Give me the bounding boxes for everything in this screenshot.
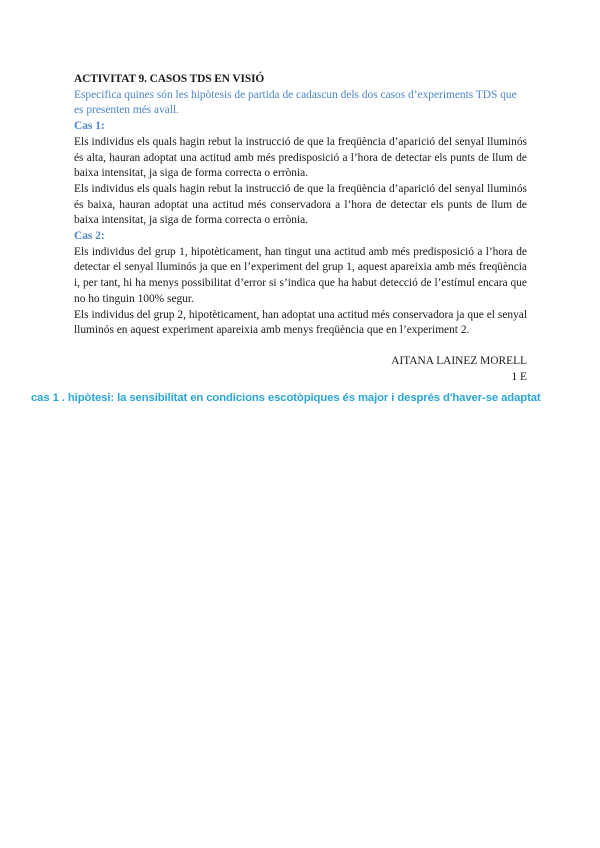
case-1-paragraph-2: Els individus els quals hagin rebut la instrucció de que la freqüència d’aparició del senyal lluminós és baixa, hauran adoptat una actitud més conservadora a l’hora de detectar els punts de llum de baixa intensitat, ja siga de forma correcta o errònia. (74, 182, 527, 227)
case-1-section (74, 119, 527, 229)
case-2-paragraph-1: Els individus del grup 1, hipotèticament, han tingut una actitud amb més predisposició a l’hora de detectar el senyal lluminós ja que en l’experiment del grup 1, aquest apareixia amb més freqüència i, per tant, hi ha menys possibilitat d’error si s’indica que ha habut detecció de l’estímul encara que no ho tinguin 100% segur. (74, 245, 527, 305)
signature-block (74, 354, 527, 385)
case-1-heading: Cas 1: (74, 120, 105, 133)
case-2-heading: Cas 2: (74, 230, 105, 243)
case-1-paragraph-1: Els individus els quals hagin rebut la instrucció de que la freqüència d’aparició del senyal lluminós és alta, hauran adoptat una actitud amb més predisposició a l’hora de detectar els punts de llum de baixa intensitat, ja siga de forma correcta o errònia. (74, 135, 527, 180)
author-group: 1 E (511, 370, 527, 383)
case-2-paragraph-2: Els individus del grup 2, hipotèticament, han adoptat una actitud més conservadora ja que el senyal lluminós en aquest experiment apareixia amb menys freqüència que en l’experiment 2. (74, 308, 527, 337)
document-title: ACTIVITAT 9. CASOS TDS EN VISIÓ (74, 73, 265, 85)
author-name: AITANA LAINEZ MORELL (391, 354, 527, 367)
instruction-text: Especifica quines són les hipòtesis de partida de cadascun dels dos casos d’experiments TDS que es presenten més avall. (74, 88, 517, 117)
document-page (74, 72, 527, 385)
case-2-section (74, 229, 527, 339)
annotation-note: cas 1 . hipòtesi: la sensibilitat en condicions escotòpiques és major i després d'haver-se adaptat (31, 392, 541, 404)
